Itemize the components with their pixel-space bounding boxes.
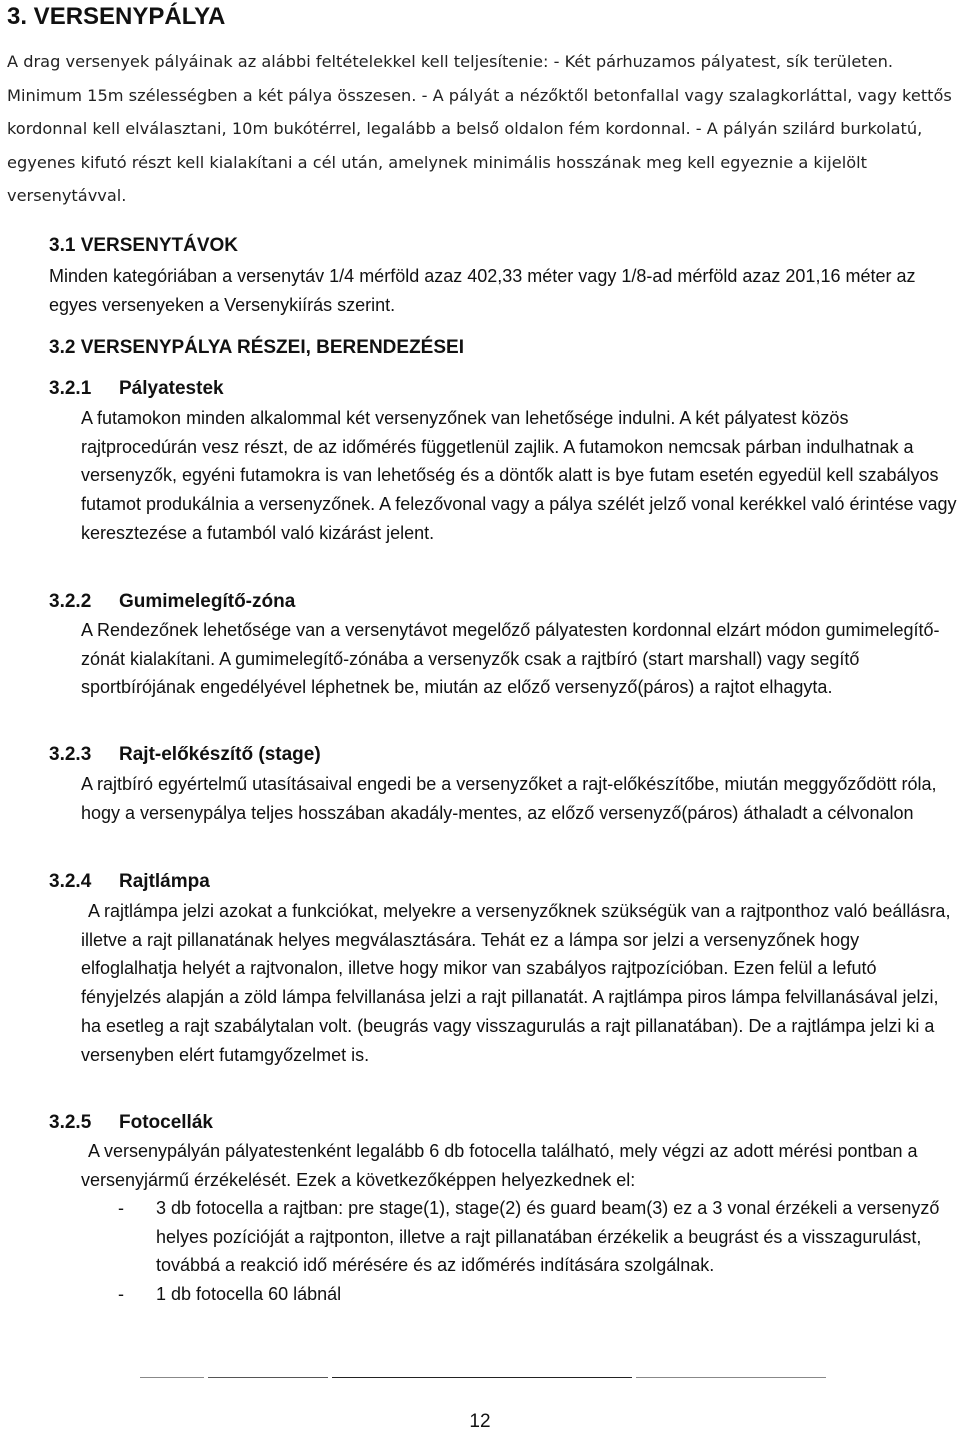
heading-number: 3.2.3 xyxy=(49,744,92,765)
heading-number: 3.2.2 xyxy=(49,591,92,612)
page-number: 12 xyxy=(469,1411,491,1432)
paragraph-3-2-3: A rajtbíró egyértelmű utasításaival engedi be a versenyzőket a rajt-előkészítőbe, miután meggyőződött róla, hogy a versenypálya teljes hosszában akadály-mentes, az előző versenyző(páros) áthaladt a célvonalon xyxy=(81,774,937,823)
list-item xyxy=(81,1194,957,1280)
heading-3-2-4 xyxy=(49,871,210,893)
heading-text: Pályatestek xyxy=(119,378,224,399)
list-item xyxy=(81,1280,957,1309)
subsection-title-3-1: 3.1 VERSENYTÁVOK xyxy=(49,235,238,256)
list-item-text: 1 db fotocella 60 lábnál xyxy=(156,1284,342,1305)
subsection-title-3-2: 3.2 VERSENYPÁLYA RÉSZEI, BERENDEZÉSEI xyxy=(49,337,464,358)
heading-3-2-2 xyxy=(49,591,295,613)
footer-rule-segment xyxy=(140,1377,204,1378)
heading-number: 3.2.4 xyxy=(49,871,92,892)
section-title: 3. VERSENYPÁLYA xyxy=(7,3,226,30)
subsection-text-3-1: Minden kategóriában a versenytáv 1/4 mérföld azaz 402,33 méter vagy 1/8-ad mérföld azaz 201,16 méter az egyes versenyeken a Versenykiírás szerint. xyxy=(49,266,916,315)
heading-3-2-5 xyxy=(49,1112,213,1134)
heading-3-2-3 xyxy=(49,744,321,766)
paragraph-3-2-2: A Rendezőnek lehetősége van a versenytávot megelőző pályatesten kordonnal elzárt módon gumimelegítő-zónát kialakítani. A gumimelegítő-zónába a versenyzők csak a rajtbíró (start marshall) vagy segítő sportbírójának engedélyével léphetnek be, miután az előző versenyző(páros) a rajtot elhagyta. xyxy=(81,620,940,698)
heading-text: Fotocellák xyxy=(119,1112,213,1133)
heading-text: Rajtlámpa xyxy=(119,871,210,892)
paragraph-3-2-4: A rajtlámpa jelzi azokat a funkciókat, melyekre a versenyzőknek szükségük van a rajtponthoz való beállásra, illetve a rajt pillanatának helyes megválasztására. Tehát ez a lámpa sor jelzi a versenyzőnek hogy elfoglalhatja helyét a rajtvonalon, illetve hogy mikor van szabályos rajtpozícióban. Ezen felül a lefutó fényjelzés alapján a zöld lámpa felvillanása jelzi a rajt pillanatát. A rajtlámpa piros lámpa felvillanásával jelzi, ha esetleg a rajt szabálytalan volt. (beugrás vagy visszagurulás a rajt pillanatában). De a rajtlámpa jelzi ki a versenyben elért futamgyőzelmet is. xyxy=(81,901,951,1065)
paragraph-3-2-5: A versenypályán pályatestenként legalább 6 db fotocella található, mely végzi az adott mérési pontban a versenyjármű érzékelését. Ezek a következőképpen helyezkednek el: xyxy=(81,1141,918,1190)
photocell-list xyxy=(81,1194,957,1309)
footer-rule-segment xyxy=(332,1377,632,1378)
heading-number: 3.2.5 xyxy=(49,1112,92,1133)
footer-rule-segment xyxy=(208,1377,328,1378)
section-intro: A drag versenyek pályáinak az alábbi feltételekkel kell teljesítenie: - Két párhuzamos pályatest, sík területen. Minimum 15m szélességben a két pálya összesen. - A pályát a nézőktől betonfallal vagy szalagkorláttal, vagy kettős kordonnal kell elválasztani, 10m bukótérrel, legalább a belső oldalon fém kordonnal. - A pályán szilárd burkolatú, egyenes kifutó részt kell kialakítani a cél után, amelynek minimális hosszának meg kell egyeznie a kijelölt versenytávval. xyxy=(7,52,952,206)
bullet-marker: - xyxy=(118,1284,124,1305)
paragraph-3-2-1: A futamokon minden alkalommal két versenyzőnek van lehetősége indulni. A két pályatest közös rajtprocedúrán vesz részt, de az időmérés függetlenül zajlik. A futamokon nemcsak párban indulhatnak a versenyzők, egyéni futamokra is van lehetőség és a döntők alatt is bye futam esetén egyedül kell szabályos futamot produkálnia a versenyzőnek. A felezővonal vagy a pálya szélét jelző vonal kerékkel való érintése vagy keresztezése a futamból való kizárást jelent. xyxy=(81,408,957,543)
heading-text: Rajt-előkészítő (stage) xyxy=(119,744,321,765)
heading-text: Gumimelegítő-zóna xyxy=(119,591,296,612)
heading-3-2-1 xyxy=(49,378,224,400)
list-item-text: 3 db fotocella a rajtban: pre stage(1), stage(2) és guard beam(3) ez a 3 vonal érzékeli a versenyző helyes pozícióját a rajtponton, illetve a rajt pillanatában érzékelik a beugrást és a visszagurulást, továbbá a reakció idő mérésére és az időmérés indítására szolgálnak. xyxy=(156,1198,940,1276)
heading-number: 3.2.1 xyxy=(49,378,92,399)
footer-rule-segment xyxy=(636,1377,826,1378)
bullet-marker: - xyxy=(118,1198,124,1218)
